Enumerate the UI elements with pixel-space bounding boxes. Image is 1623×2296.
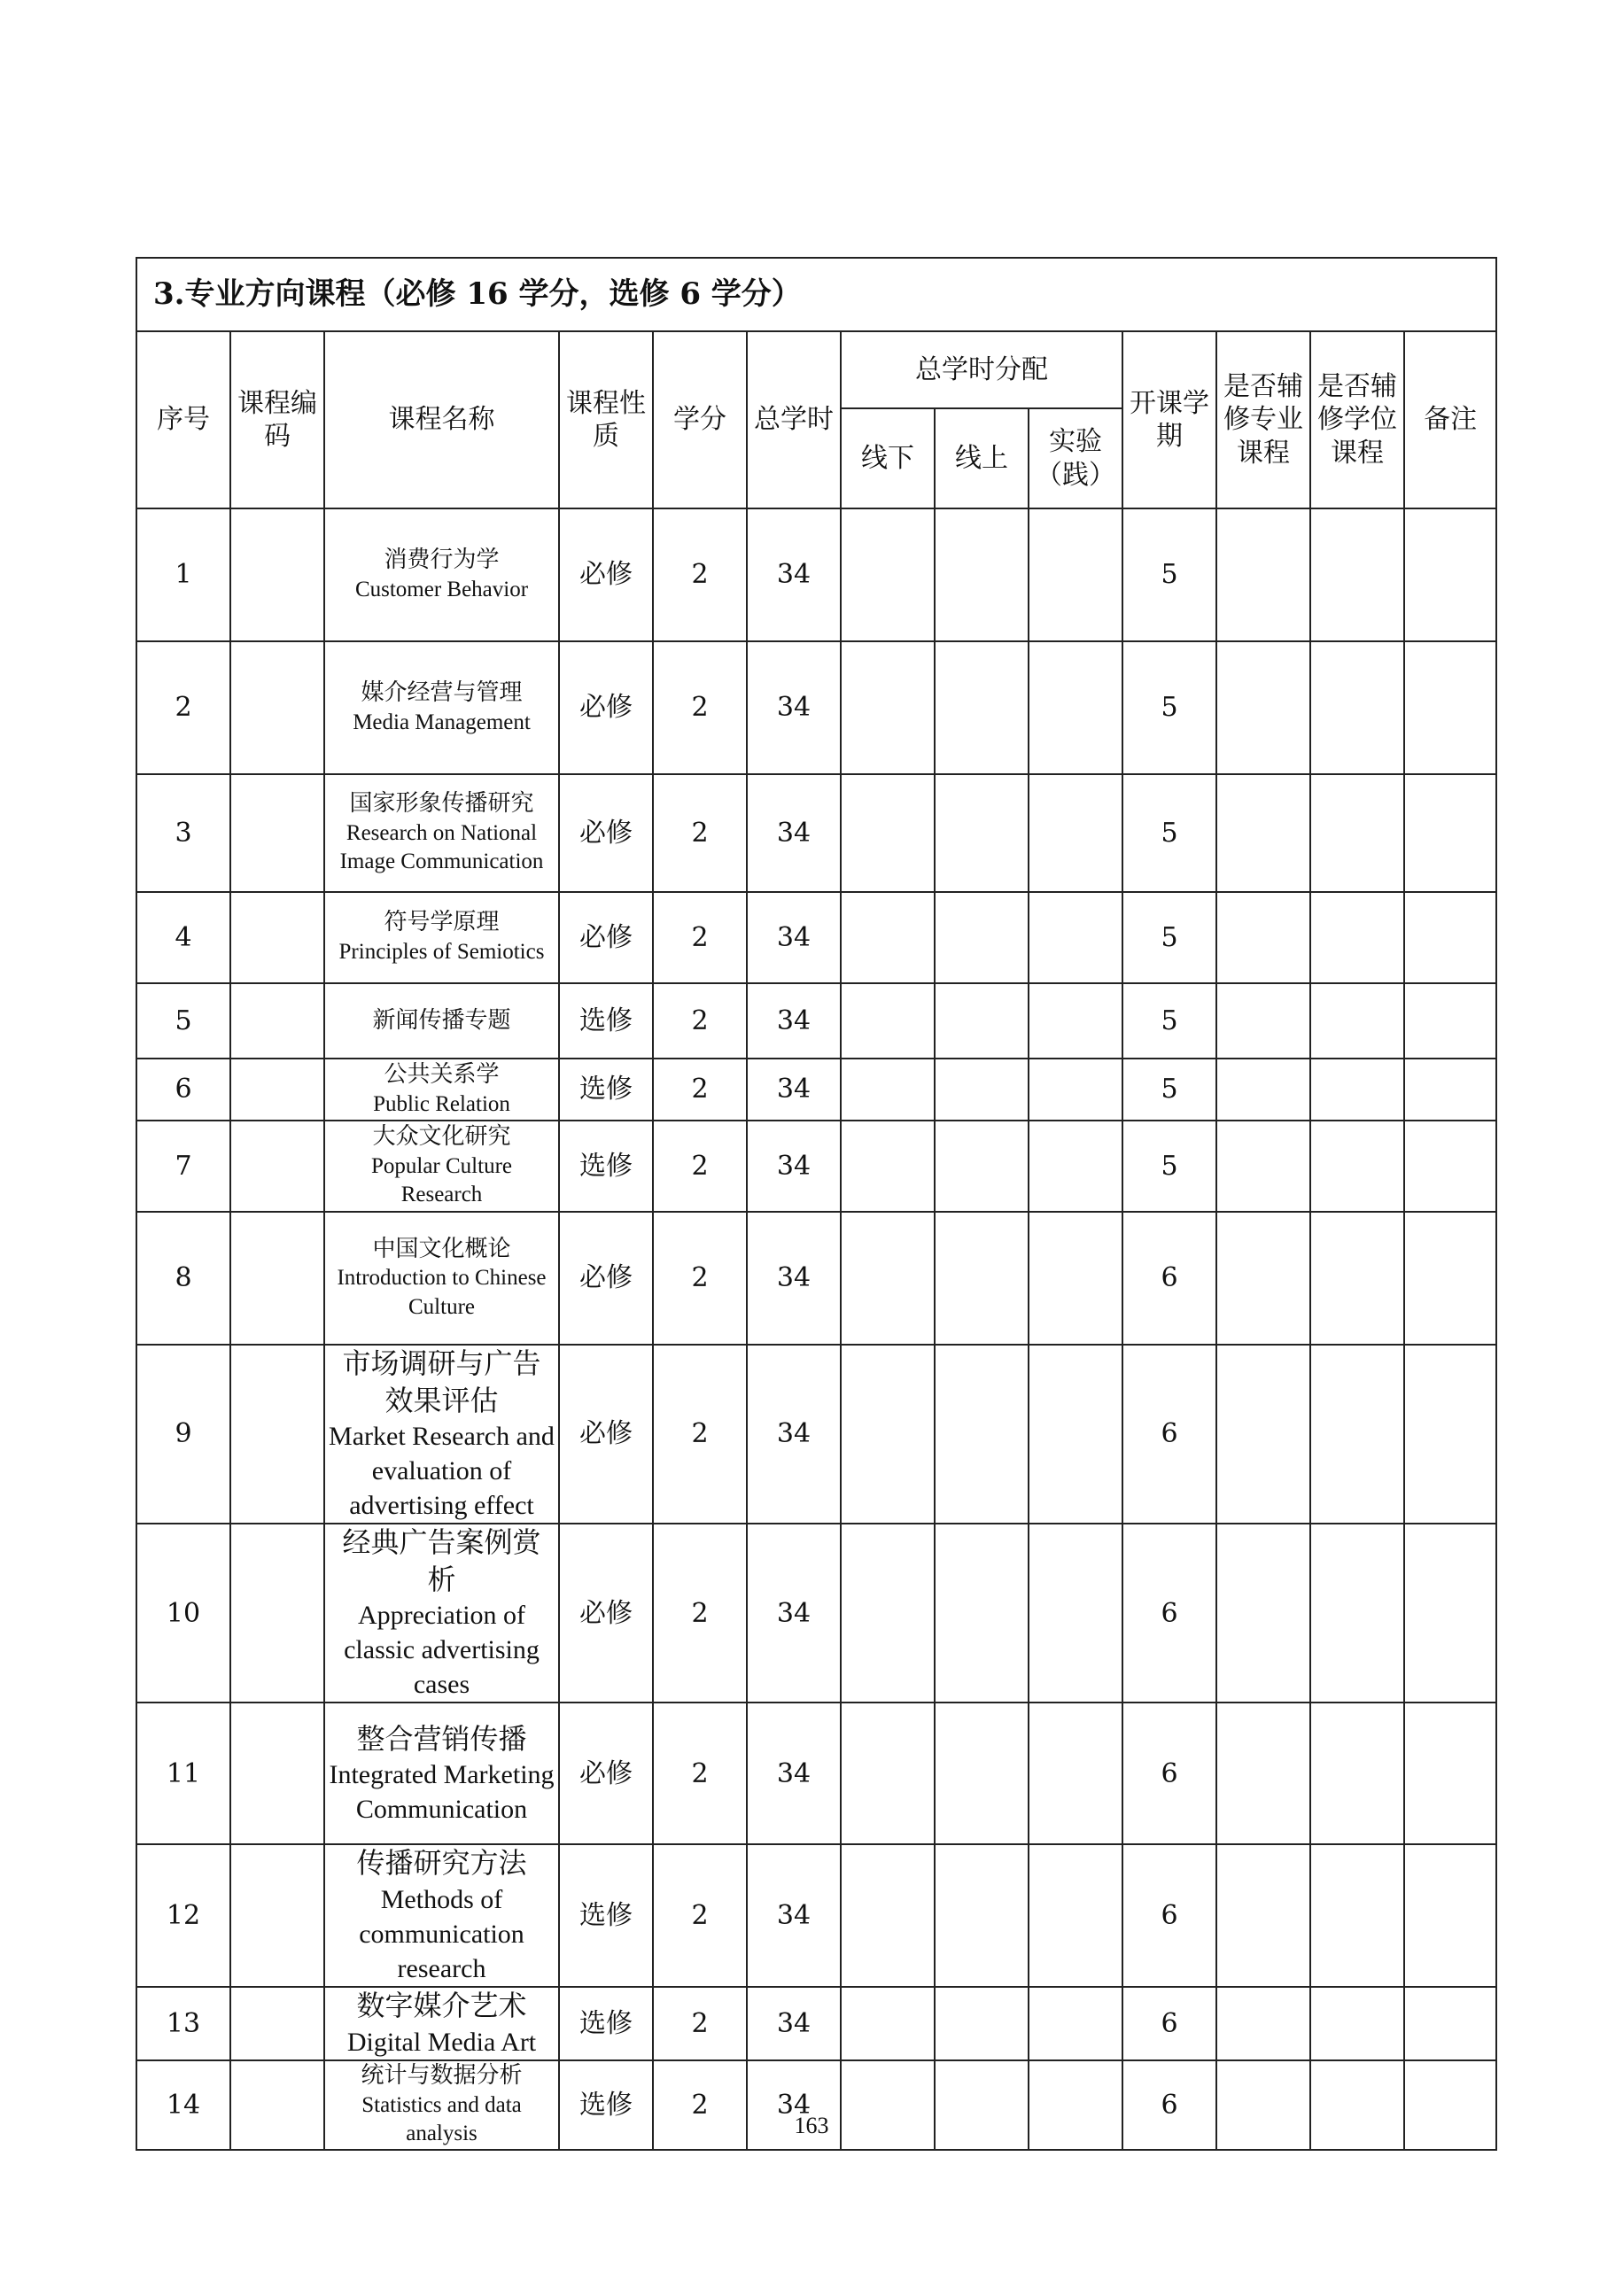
- course-name-en: Methods of communication research: [359, 1884, 524, 1983]
- header-online: 线上: [935, 408, 1029, 508]
- cell-remark: [1404, 774, 1496, 892]
- cell-course-name: [324, 983, 559, 1059]
- course-name-zh: 符号学原理: [384, 909, 500, 936]
- cell-experiment: [1029, 1987, 1122, 2060]
- cell-course-name: [324, 508, 559, 641]
- cell-nature: 选修: [559, 2060, 653, 2150]
- cell-credit: 2: [653, 641, 747, 774]
- cell-course-name: [324, 1987, 559, 2060]
- course-name-en: Popular Culture Research: [370, 1153, 512, 1207]
- cell-minor-major: [1216, 641, 1310, 774]
- cell-semester: 6: [1122, 1844, 1216, 1987]
- cell-hours: 34: [747, 1524, 841, 1703]
- cell-semester: 6: [1122, 2060, 1216, 2150]
- cell-hours: 34: [747, 1703, 841, 1844]
- cell-code: [230, 1345, 324, 1524]
- cell-minor-degree: [1310, 983, 1404, 1059]
- cell-seq: 14: [136, 2060, 230, 2150]
- cell-seq: 8: [136, 1212, 230, 1345]
- cell-nature: 选修: [559, 1059, 653, 1121]
- header-offline: 线下: [841, 408, 935, 508]
- cell-offline: [841, 1524, 935, 1703]
- cell-online: [935, 508, 1029, 641]
- cell-hours: 34: [747, 1121, 841, 1212]
- cell-credit: 2: [653, 508, 747, 641]
- cell-minor-degree: [1310, 774, 1404, 892]
- cell-code: [230, 1703, 324, 1844]
- cell-minor-major: [1216, 1987, 1310, 2060]
- cell-experiment: [1029, 1524, 1122, 1703]
- cell-minor-degree: [1310, 1703, 1404, 1844]
- cell-semester: 5: [1122, 1059, 1216, 1121]
- cell-course-name: [324, 641, 559, 774]
- cell-online: [935, 1212, 1029, 1345]
- cell-semester: 5: [1122, 983, 1216, 1059]
- table-row: [136, 774, 1496, 892]
- course-name-en: Public Relation: [373, 1091, 510, 1116]
- course-name-en: Integrated Marketing Communication: [329, 1760, 555, 1825]
- cell-hours: 34: [747, 508, 841, 641]
- course-name-zh: 新闻传播专题: [372, 1006, 511, 1034]
- cell-minor-major: [1216, 1059, 1310, 1121]
- cell-credit: 2: [653, 1345, 747, 1524]
- course-name-en: Principles of Semiotics: [338, 940, 545, 965]
- header-code: 课程编码: [230, 331, 324, 508]
- cell-minor-degree: [1310, 1212, 1404, 1345]
- cell-offline: [841, 1059, 935, 1121]
- cell-remark: [1404, 1212, 1496, 1345]
- cell-course-name: [324, 892, 559, 983]
- cell-minor-major: [1216, 1121, 1310, 1212]
- cell-remark: [1404, 1987, 1496, 2060]
- header-minor-major: 是否辅修专业课程: [1216, 331, 1310, 508]
- cell-code: [230, 641, 324, 774]
- cell-credit: 2: [653, 983, 747, 1059]
- cell-offline: [841, 508, 935, 641]
- cell-hours: 34: [747, 1212, 841, 1345]
- cell-online: [935, 1059, 1029, 1121]
- cell-experiment: [1029, 641, 1122, 774]
- cell-online: [935, 1345, 1029, 1524]
- cell-nature: 必修: [559, 1524, 653, 1703]
- cell-minor-major: [1216, 892, 1310, 983]
- course-name-zh: 大众文化研究: [372, 1123, 511, 1151]
- cell-remark: [1404, 1703, 1496, 1844]
- cell-online: [935, 774, 1029, 892]
- cell-experiment: [1029, 1212, 1122, 1345]
- cell-nature: 选修: [559, 1844, 653, 1987]
- table-row: [136, 508, 1496, 641]
- cell-nature: 选修: [559, 1121, 653, 1212]
- table-row: [136, 983, 1496, 1059]
- cell-experiment: [1029, 1121, 1122, 1212]
- cell-code: [230, 1121, 324, 1212]
- table-row: [136, 1844, 1496, 1987]
- header-experiment: 实验（践）: [1029, 408, 1122, 508]
- cell-hours: 34: [747, 1059, 841, 1121]
- cell-online: [935, 1844, 1029, 1987]
- cell-semester: 5: [1122, 641, 1216, 774]
- cell-course-name: [324, 1345, 559, 1524]
- course-name-zh: 国家形象传播研究: [349, 790, 534, 818]
- cell-online: [935, 1703, 1029, 1844]
- course-name-zh: 数字媒介艺术: [356, 1989, 527, 2023]
- cell-minor-degree: [1310, 1844, 1404, 1987]
- cell-offline: [841, 1345, 935, 1524]
- cell-remark: [1404, 1524, 1496, 1703]
- cell-hours: 34: [747, 774, 841, 892]
- cell-hours: 34: [747, 1987, 841, 2060]
- cell-semester: 5: [1122, 774, 1216, 892]
- cell-remark: [1404, 1345, 1496, 1524]
- table-row: [136, 1524, 1496, 1703]
- course-name-zh: 中国文化概论: [372, 1235, 511, 1262]
- course-name-zh: 市场调研与广告效果评估: [342, 1346, 541, 1417]
- cell-online: [935, 1524, 1029, 1703]
- course-name-en: Statistics and data analysis: [361, 2092, 522, 2146]
- cell-minor-degree: [1310, 641, 1404, 774]
- cell-seq: 3: [136, 774, 230, 892]
- course-name-en: Introduction to Chinese Culture: [337, 1266, 547, 1319]
- cell-semester: 6: [1122, 1987, 1216, 2060]
- cell-experiment: [1029, 774, 1122, 892]
- cell-minor-major: [1216, 983, 1310, 1059]
- cell-nature: 必修: [559, 892, 653, 983]
- course-name-en: Media Management: [353, 710, 531, 734]
- cell-code: [230, 1212, 324, 1345]
- cell-remark: [1404, 508, 1496, 641]
- cell-minor-degree: [1310, 1345, 1404, 1524]
- cell-minor-major: [1216, 1212, 1310, 1345]
- cell-minor-degree: [1310, 508, 1404, 641]
- header-distribution: 总学时分配: [841, 331, 1122, 408]
- cell-semester: 6: [1122, 1703, 1216, 1844]
- section-title-row: [136, 258, 1496, 331]
- cell-semester: 5: [1122, 508, 1216, 641]
- cell-remark: [1404, 892, 1496, 983]
- cell-nature: 必修: [559, 1212, 653, 1345]
- cell-minor-major: [1216, 1703, 1310, 1844]
- cell-remark: [1404, 1059, 1496, 1121]
- course-name-en: Appreciation of classic advertising cases: [344, 1601, 540, 1700]
- cell-seq: 7: [136, 1121, 230, 1212]
- cell-offline: [841, 641, 935, 774]
- header-remark: 备注: [1404, 331, 1496, 508]
- table-row: [136, 1212, 1496, 1345]
- cell-offline: [841, 892, 935, 983]
- cell-seq: 6: [136, 1059, 230, 1121]
- cell-credit: 2: [653, 774, 747, 892]
- cell-minor-major: [1216, 1844, 1310, 1987]
- header-name: 课程名称: [324, 331, 559, 508]
- cell-seq: 13: [136, 1987, 230, 2060]
- table-row: [136, 1987, 1496, 2060]
- cell-nature: 选修: [559, 983, 653, 1059]
- cell-nature: 必修: [559, 641, 653, 774]
- cell-course-name: [324, 1703, 559, 1844]
- cell-remark: [1404, 983, 1496, 1059]
- course-name-zh: 统计与数据分析: [361, 2061, 523, 2089]
- cell-seq: 5: [136, 983, 230, 1059]
- cell-online: [935, 892, 1029, 983]
- cell-offline: [841, 983, 935, 1059]
- cell-credit: 2: [653, 1059, 747, 1121]
- cell-hours: 34: [747, 892, 841, 983]
- cell-offline: [841, 1121, 935, 1212]
- header-credit: 学分: [653, 331, 747, 508]
- cell-code: [230, 892, 324, 983]
- cell-remark: [1404, 1844, 1496, 1987]
- cell-seq: 12: [136, 1844, 230, 1987]
- cell-credit: 2: [653, 1524, 747, 1703]
- course-name-zh: 媒介经营与管理: [361, 679, 523, 706]
- cell-experiment: [1029, 1059, 1122, 1121]
- cell-code: [230, 1987, 324, 2060]
- cell-experiment: [1029, 892, 1122, 983]
- cell-semester: 6: [1122, 1524, 1216, 1703]
- cell-credit: 2: [653, 2060, 747, 2150]
- cell-offline: [841, 1212, 935, 1345]
- cell-course-name: [324, 1212, 559, 1345]
- cell-credit: 2: [653, 1703, 747, 1844]
- cell-seq: 4: [136, 892, 230, 983]
- header-semester: 开课学期: [1122, 331, 1216, 508]
- cell-credit: 2: [653, 1212, 747, 1345]
- table-row: [136, 1703, 1496, 1844]
- cell-code: [230, 774, 324, 892]
- cell-credit: 2: [653, 892, 747, 983]
- cell-hours: 34: [747, 1345, 841, 1524]
- cell-hours: 34: [747, 2060, 841, 2150]
- section-title: 3.专业方向课程（必修 16 学分，选修 6 学分）: [136, 258, 1496, 331]
- cell-minor-major: [1216, 1345, 1310, 1524]
- cell-credit: 2: [653, 1121, 747, 1212]
- course-name-zh: 经典广告案例赏析: [342, 1525, 541, 1596]
- header-seq: 序号: [136, 331, 230, 508]
- cell-semester: 5: [1122, 1121, 1216, 1212]
- course-name-en: Customer Behavior: [354, 577, 529, 601]
- course-rows: [136, 508, 1496, 2150]
- cell-online: [935, 1121, 1029, 1212]
- course-table: [136, 257, 1497, 2151]
- course-name-en: Digital Media Art: [346, 2027, 537, 2057]
- cell-code: [230, 983, 324, 1059]
- cell-online: [935, 1987, 1029, 2060]
- page-number: 163: [794, 2113, 829, 2138]
- cell-seq: 2: [136, 641, 230, 774]
- cell-credit: 2: [653, 1844, 747, 1987]
- cell-seq: 11: [136, 1703, 230, 1844]
- cell-minor-degree: [1310, 1524, 1404, 1703]
- cell-nature: 选修: [559, 1987, 653, 2060]
- cell-credit: 2: [653, 1987, 747, 2060]
- header-total-hours: 总学时: [747, 331, 841, 508]
- cell-course-name: [324, 1059, 559, 1121]
- cell-remark: [1404, 1121, 1496, 1212]
- cell-minor-degree: [1310, 1987, 1404, 2060]
- cell-experiment: [1029, 508, 1122, 641]
- course-name-zh: 传播研究方法: [356, 1846, 527, 1881]
- cell-course-name: [324, 1844, 559, 1987]
- table-row: [136, 892, 1496, 983]
- header-row-1: [136, 331, 1496, 408]
- cell-code: [230, 1059, 324, 1121]
- cell-online: [935, 983, 1029, 1059]
- cell-course-name: [324, 774, 559, 892]
- header-nature: 课程性质: [559, 331, 653, 508]
- table-row: [136, 1121, 1496, 1212]
- cell-offline: [841, 774, 935, 892]
- cell-nature: 必修: [559, 1703, 653, 1844]
- cell-seq: 10: [136, 1524, 230, 1703]
- cell-experiment: [1029, 983, 1122, 1059]
- cell-seq: 1: [136, 508, 230, 641]
- course-name-en: Research on National Image Communication: [339, 820, 544, 874]
- cell-code: [230, 508, 324, 641]
- cell-seq: 9: [136, 1345, 230, 1524]
- cell-remark: [1404, 641, 1496, 774]
- cell-minor-major: [1216, 1524, 1310, 1703]
- cell-nature: 必修: [559, 508, 653, 641]
- cell-minor-major: [1216, 774, 1310, 892]
- course-name-zh: 整合营销传播: [356, 1721, 527, 1756]
- cell-course-name: [324, 1524, 559, 1703]
- cell-minor-degree: [1310, 1121, 1404, 1212]
- table-row: [136, 641, 1496, 774]
- cell-minor-degree: [1310, 892, 1404, 983]
- cell-experiment: [1029, 1345, 1122, 1524]
- cell-code: [230, 1524, 324, 1703]
- cell-offline: [841, 1987, 935, 2060]
- table-row: [136, 1059, 1496, 1121]
- course-name-zh: 公共关系学: [384, 1060, 500, 1088]
- cell-course-name: [324, 1121, 559, 1212]
- table-row: [136, 1345, 1496, 1524]
- cell-minor-degree: [1310, 1059, 1404, 1121]
- cell-offline: [841, 1844, 935, 1987]
- cell-code: [230, 1844, 324, 1987]
- cell-hours: 34: [747, 983, 841, 1059]
- cell-semester: 6: [1122, 1212, 1216, 1345]
- cell-semester: 5: [1122, 892, 1216, 983]
- cell-semester: 6: [1122, 1345, 1216, 1524]
- header-minor-degree: 是否辅修学位课程: [1310, 331, 1404, 508]
- course-name-en: Market Research and evaluation of advertising effect: [329, 1422, 555, 1521]
- cell-hours: 34: [747, 641, 841, 774]
- cell-experiment: [1029, 1703, 1122, 1844]
- cell-offline: [841, 1703, 935, 1844]
- cell-online: [935, 641, 1029, 774]
- cell-minor-major: [1216, 508, 1310, 641]
- cell-nature: 必修: [559, 774, 653, 892]
- course-name-zh: 消费行为学: [384, 546, 500, 573]
- cell-experiment: [1029, 1844, 1122, 1987]
- cell-hours: 34: [747, 1844, 841, 1987]
- cell-nature: 必修: [559, 1345, 653, 1524]
